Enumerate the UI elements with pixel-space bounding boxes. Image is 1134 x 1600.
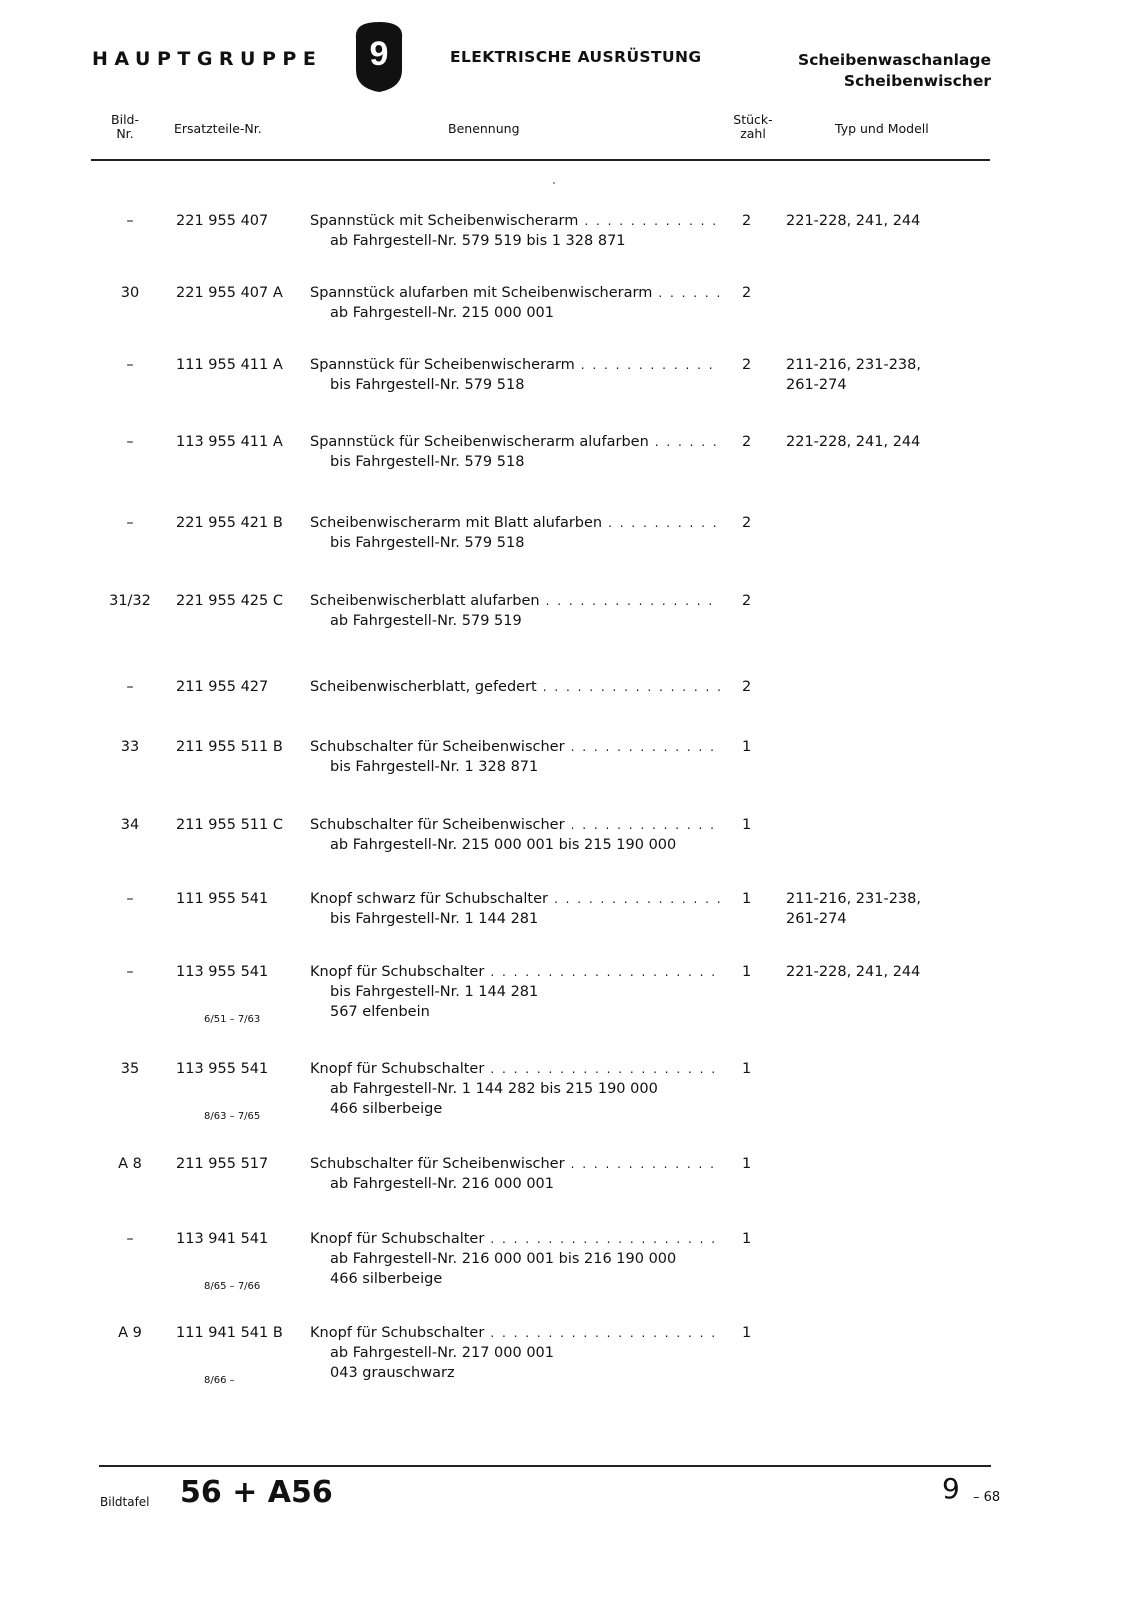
quantity: 1 xyxy=(742,817,752,833)
leader-dots xyxy=(584,211,720,231)
description-main xyxy=(310,591,720,611)
leader-dots xyxy=(543,677,720,697)
bildtafel-label: Bildtafel xyxy=(100,1495,150,1509)
description-main xyxy=(310,1059,720,1079)
leader-dots xyxy=(571,737,720,757)
bild-nr: – xyxy=(126,891,134,907)
description-text: Knopf für Schubschalter xyxy=(310,1231,485,1247)
bild-nr: 33 xyxy=(120,739,140,755)
page-title xyxy=(798,50,991,92)
description-sub1: bis Fahrgestell-Nr. 1 144 281 xyxy=(330,984,539,1000)
quantity: 1 xyxy=(742,739,752,755)
part-number: 211 955 511 C xyxy=(176,817,283,833)
leader-dots xyxy=(658,283,720,303)
description-text: Spannstück alufarben mit Scheibenwischerarm xyxy=(310,285,653,301)
scan-speck xyxy=(553,182,555,184)
description-text: Knopf für Schubschalter xyxy=(310,964,485,980)
description-text: Schubschalter für Scheibenwischer xyxy=(310,1156,565,1172)
type-model xyxy=(786,211,920,231)
type-model-line2: 261-274 xyxy=(786,911,847,927)
description-main xyxy=(310,889,720,909)
description xyxy=(310,211,720,251)
part-number: 111 955 411 A xyxy=(176,357,283,373)
description xyxy=(310,815,720,855)
type-model-line1: 221-228, 241, 244 xyxy=(786,964,921,980)
description-main xyxy=(310,677,720,697)
part-number: 221 955 425 C xyxy=(176,593,283,609)
type-model-line1: 211-216, 231-238, xyxy=(786,891,921,907)
quantity: 2 xyxy=(742,213,752,229)
page-subnumber: – 68 xyxy=(973,1490,1001,1505)
description-sub1: bis Fahrgestell-Nr. 579 518 xyxy=(330,377,525,393)
quantity: 2 xyxy=(742,515,752,531)
type-model xyxy=(786,432,920,452)
quantity: 2 xyxy=(742,285,752,301)
type-model-line1: 221-228, 241, 244 xyxy=(786,213,921,229)
quantity: 2 xyxy=(742,679,752,695)
bild-nr: – xyxy=(126,1231,134,1247)
description-main xyxy=(310,283,720,303)
description-main xyxy=(310,432,720,452)
part-number: 221 955 407 xyxy=(176,213,269,229)
description xyxy=(310,283,720,323)
type-model xyxy=(786,889,921,929)
leader-dots xyxy=(490,1059,720,1079)
description-text: Knopf schwarz für Schubschalter xyxy=(310,891,548,907)
bild-nr: – xyxy=(126,434,134,450)
section-title: ELEKTRISCHE AUSRÜSTUNG xyxy=(450,48,702,66)
description-sub1: bis Fahrgestell-Nr. 579 518 xyxy=(330,535,525,551)
bild-nr: A 9 xyxy=(118,1325,142,1341)
description-main xyxy=(310,211,720,231)
footer-rule xyxy=(99,1465,991,1467)
description-sub2: 466 silberbeige xyxy=(330,1271,443,1287)
description-main xyxy=(310,1154,720,1174)
page-title-line1: Scheibenwaschanlage xyxy=(798,51,991,69)
description xyxy=(310,432,720,472)
bild-nr: – xyxy=(126,679,134,695)
leader-dots xyxy=(608,513,720,533)
part-number: 111 941 541 B xyxy=(176,1325,283,1341)
bildtafel-number: 56 + A56 xyxy=(180,1475,333,1510)
quantity: 1 xyxy=(742,1156,752,1172)
description-text: Spannstück mit Scheibenwischerarm xyxy=(310,213,579,229)
type-model xyxy=(786,962,920,982)
part-number: 221 955 407 A xyxy=(176,285,283,301)
bild-nr: – xyxy=(126,357,134,373)
description-text: Spannstück für Scheibenwischerarm xyxy=(310,357,575,373)
description xyxy=(310,677,720,697)
leader-dots xyxy=(546,591,720,611)
quantity: 1 xyxy=(742,1325,752,1341)
page-title-line2: Scheibenwischer xyxy=(843,72,991,90)
description-sub2: 466 silberbeige xyxy=(330,1101,443,1117)
description-sub1: ab Fahrgestell-Nr. 215 000 001 xyxy=(330,305,555,321)
description xyxy=(310,1059,720,1119)
date-range: 6/51 – 7/63 xyxy=(204,1014,261,1025)
bild-nr: 34 xyxy=(120,817,140,833)
column-header-bild-line1: Bild- xyxy=(111,112,139,127)
description-text: Scheibenwischerarm mit Blatt alufarben xyxy=(310,515,603,531)
bild-nr: – xyxy=(126,515,134,531)
description-sub1: ab Fahrgestell-Nr. 1 144 282 bis 215 190 000 xyxy=(330,1081,658,1097)
part-number: 211 955 427 xyxy=(176,679,269,695)
leader-dots xyxy=(490,1323,720,1343)
bild-nr: 31/32 xyxy=(109,593,151,609)
description-sub1: ab Fahrgestell-Nr. 579 519 xyxy=(330,613,522,629)
description xyxy=(310,1229,720,1289)
description-main xyxy=(310,1323,720,1343)
description xyxy=(310,1154,720,1194)
leader-dots xyxy=(490,962,720,982)
description-sub1: ab Fahrgestell-Nr. 216 000 001 xyxy=(330,1176,555,1192)
description-main xyxy=(310,737,720,757)
header-rule xyxy=(91,159,990,161)
description-main xyxy=(310,513,720,533)
bild-nr: – xyxy=(126,213,134,229)
bild-nr: 30 xyxy=(120,285,140,301)
description-text: Knopf für Schubschalter xyxy=(310,1325,485,1341)
quantity: 2 xyxy=(742,593,752,609)
description-sub1: ab Fahrgestell-Nr. 216 000 001 bis 216 190 000 xyxy=(330,1251,677,1267)
description-sub1: bis Fahrgestell-Nr. 1 328 871 xyxy=(330,759,539,775)
description xyxy=(310,889,720,929)
group-number-badge xyxy=(352,18,406,94)
group-number: 9 xyxy=(369,35,389,73)
type-model-line1: 221-228, 241, 244 xyxy=(786,434,921,450)
quantity: 1 xyxy=(742,1231,752,1247)
bild-nr: A 8 xyxy=(118,1156,142,1172)
description-text: Spannstück für Scheibenwischerarm alufarben xyxy=(310,434,649,450)
quantity: 1 xyxy=(742,891,752,907)
quantity: 1 xyxy=(742,964,752,980)
description xyxy=(310,962,720,1022)
part-number: 113 955 541 xyxy=(176,964,269,980)
column-header-stueckzahl xyxy=(728,113,778,141)
description-main xyxy=(310,1229,720,1249)
description xyxy=(310,1323,720,1383)
leader-dots xyxy=(571,815,720,835)
description-sub2: 567 elfenbein xyxy=(330,1004,430,1020)
description xyxy=(310,355,720,395)
leader-dots xyxy=(571,1154,720,1174)
column-header-benennung: Benennung xyxy=(448,121,520,136)
description xyxy=(310,737,720,777)
column-header-stueck-line2: zahl xyxy=(740,126,766,141)
description-sub2: 043 grauschwarz xyxy=(330,1365,455,1381)
quantity: 2 xyxy=(742,434,752,450)
type-model xyxy=(786,355,921,395)
description-sub1: ab Fahrgestell-Nr. 579 519 bis 1 328 871 xyxy=(330,233,626,249)
part-number: 113 955 541 xyxy=(176,1061,269,1077)
part-number: 211 955 511 B xyxy=(176,739,283,755)
part-number: 211 955 517 xyxy=(176,1156,269,1172)
description-main xyxy=(310,355,720,375)
part-number: 113 941 541 xyxy=(176,1231,269,1247)
bild-nr: 35 xyxy=(120,1061,140,1077)
column-header-bild xyxy=(100,113,150,141)
leader-dots xyxy=(581,355,720,375)
description xyxy=(310,513,720,553)
description-text: Knopf für Schubschalter xyxy=(310,1061,485,1077)
bild-nr: – xyxy=(126,964,134,980)
column-header-stueck-line1: Stück- xyxy=(733,112,773,127)
quantity: 2 xyxy=(742,357,752,373)
part-number: 221 955 421 B xyxy=(176,515,283,531)
leader-dots xyxy=(655,432,720,452)
description-text: Schubschalter für Scheibenwischer xyxy=(310,739,565,755)
description-sub1: ab Fahrgestell-Nr. 215 000 001 bis 215 190 000 xyxy=(330,837,677,853)
column-header-typ: Typ und Modell xyxy=(835,121,929,136)
column-header-bild-line2: Nr. xyxy=(116,126,134,141)
column-header-ersatzteile: Ersatzteile-Nr. xyxy=(174,121,262,136)
date-range: 8/63 – 7/65 xyxy=(204,1111,261,1122)
date-range: 8/66 – xyxy=(204,1375,235,1386)
description-sub1: ab Fahrgestell-Nr. 217 000 001 xyxy=(330,1345,555,1361)
description-sub1: bis Fahrgestell-Nr. 1 144 281 xyxy=(330,911,539,927)
description-main xyxy=(310,962,720,982)
page-number: 9 xyxy=(942,1472,960,1505)
part-number: 113 955 411 A xyxy=(176,434,283,450)
leader-dots xyxy=(554,889,720,909)
quantity: 1 xyxy=(742,1061,752,1077)
description-text: Scheibenwischerblatt, gefedert xyxy=(310,679,537,695)
part-number: 111 955 541 xyxy=(176,891,269,907)
description xyxy=(310,591,720,631)
type-model-line2: 261-274 xyxy=(786,377,847,393)
leader-dots xyxy=(490,1229,720,1249)
description-text: Scheibenwischerblatt alufarben xyxy=(310,593,540,609)
description-main xyxy=(310,815,720,835)
description-text: Schubschalter für Scheibenwischer xyxy=(310,817,565,833)
type-model-line1: 211-216, 231-238, xyxy=(786,357,921,373)
description-sub1: bis Fahrgestell-Nr. 579 518 xyxy=(330,454,525,470)
date-range: 8/65 – 7/66 xyxy=(204,1281,261,1292)
hauptgruppe-label: HAUPTGRUPPE xyxy=(92,48,323,70)
